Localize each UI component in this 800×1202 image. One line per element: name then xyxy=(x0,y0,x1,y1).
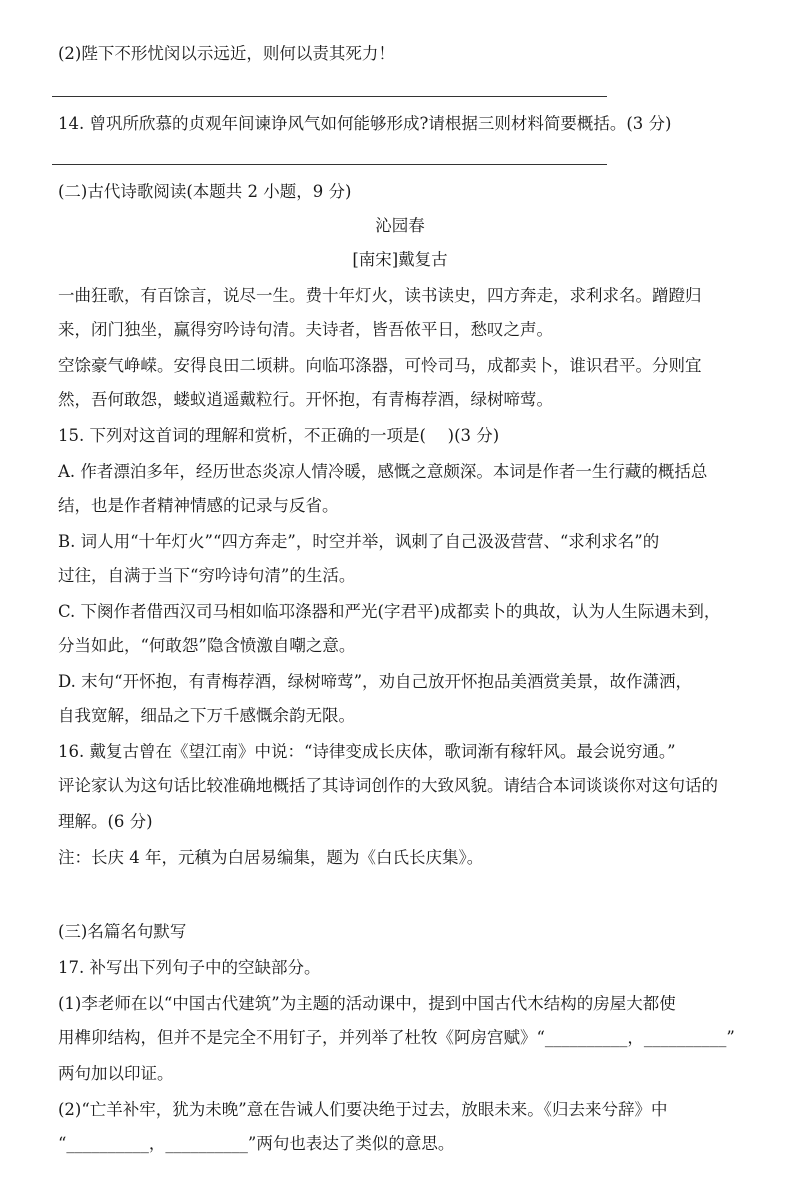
q13-item2-text: (2)陛下不形忧闵以示远近，则何以责其死力！ xyxy=(58,44,395,63)
q14-text: 14. 曾巩所欣慕的贞观年间谏诤风气如何能够形成?请根据三则材料简要概括。(3 分) xyxy=(58,114,672,133)
poem-line: 然，吾何敢怨，蝼蚁逍遥戴粒行。开怀抱，有青梅荐酒，绿树啼莺。 xyxy=(58,390,553,409)
q15-option-b: B. 词人用“十年灯火”“四方奔走”，时空并举，讽刺了自己汲汲营营、“求利求名”的 xyxy=(58,532,660,551)
q15-stem: 15. 下列对这首词的理解和赏析，不正确的一项是( )(3 分) xyxy=(58,426,500,445)
q16-text: 理解。(6 分) xyxy=(58,812,153,831)
q15-option-d: D. 末句“开怀抱，有青梅荐酒，绿树啼莺”，劝自己放开怀抱品美酒赏美景，故作潇洒， xyxy=(58,672,693,691)
q15-option-b-cont: 过往，自满于当下“穷吟诗句清”的生活。 xyxy=(58,566,356,585)
section3-heading: (三)名篇名句默写 xyxy=(58,922,187,941)
q17-stem: 17. 补写出下列句子中的空缺部分。 xyxy=(58,958,321,977)
q15-option-a: A. 作者漂泊多年，经历世态炎凉人情冷暖，感慨之意颇深。本词是作者一生行藏的概括总 xyxy=(58,462,708,481)
q16-note: 注：长庆 4 年，元稹为白居易编集，题为《白氏长庆集》。 xyxy=(58,848,484,867)
q15-option-d-cont: 自我宽解，细品之下万千感慨余韵无限。 xyxy=(58,706,355,725)
poem-line: 来，闭门独坐，赢得穷吟诗句清。夫诗者，皆吾侬平日，愁叹之声。 xyxy=(58,320,553,339)
poem-title: 沁园春 xyxy=(375,216,425,235)
q16-text: 16. 戴复古曾在《望江南》中说：“诗律变成长庆体，歌词渐有稼轩风。最会说穷通。” xyxy=(58,742,676,761)
q17-item1-cont: 用榫卯结构，但并不是完全不用钉子，并列举了杜牧《阿房宫赋》“__________，__________” xyxy=(58,1028,735,1047)
answer-line xyxy=(52,164,607,165)
q17-item1: (1)李老师在以“中国古代建筑”为主题的活动课中，提到中国古代木结构的房屋大都使 xyxy=(58,994,676,1013)
q17-item2: (2)“亡羊补牢，犹为未晚”意在告诫人们要决绝于过去，放眼未来。《归去来兮辞》中 xyxy=(58,1100,668,1119)
q15-option-c-cont: 分当如此，“何敢怨”隐含愤激自嘲之意。 xyxy=(58,636,356,655)
q16-text: 评论家认为这句话比较准确地概括了其诗词创作的大致风貌。请结合本词谈谈你对这句话的 xyxy=(58,776,718,795)
q17-item1-cont: 两句加以印证。 xyxy=(58,1064,174,1083)
poem-line: 一曲狂歌，有百馀言，说尽一生。费十年灯火，读书读史，四方奔走，求利求名。蹭蹬归 xyxy=(58,286,702,305)
section2-heading: (二)古代诗歌阅读(本题共 2 小题，9 分) xyxy=(58,182,352,201)
poem-author: [南宋]戴复古 xyxy=(352,250,448,269)
q15-option-a-cont: 结，也是作者精神情感的记录与反省。 xyxy=(58,496,339,515)
poem-line: 空馀豪气峥嵘。安得良田二顷耕。向临邛涤器，可怜司马，成都卖卜，谁识君平。分则宜 xyxy=(58,356,702,375)
q15-option-c: C. 下阕作者借西汉司马相如临邛涤器和严光(字君平)成都卖卜的典故，认为人生际遇未到， xyxy=(58,602,721,621)
answer-line xyxy=(52,96,607,97)
q17-item2-cont: “__________，__________”两句也表达了类似的意思。 xyxy=(58,1134,455,1153)
